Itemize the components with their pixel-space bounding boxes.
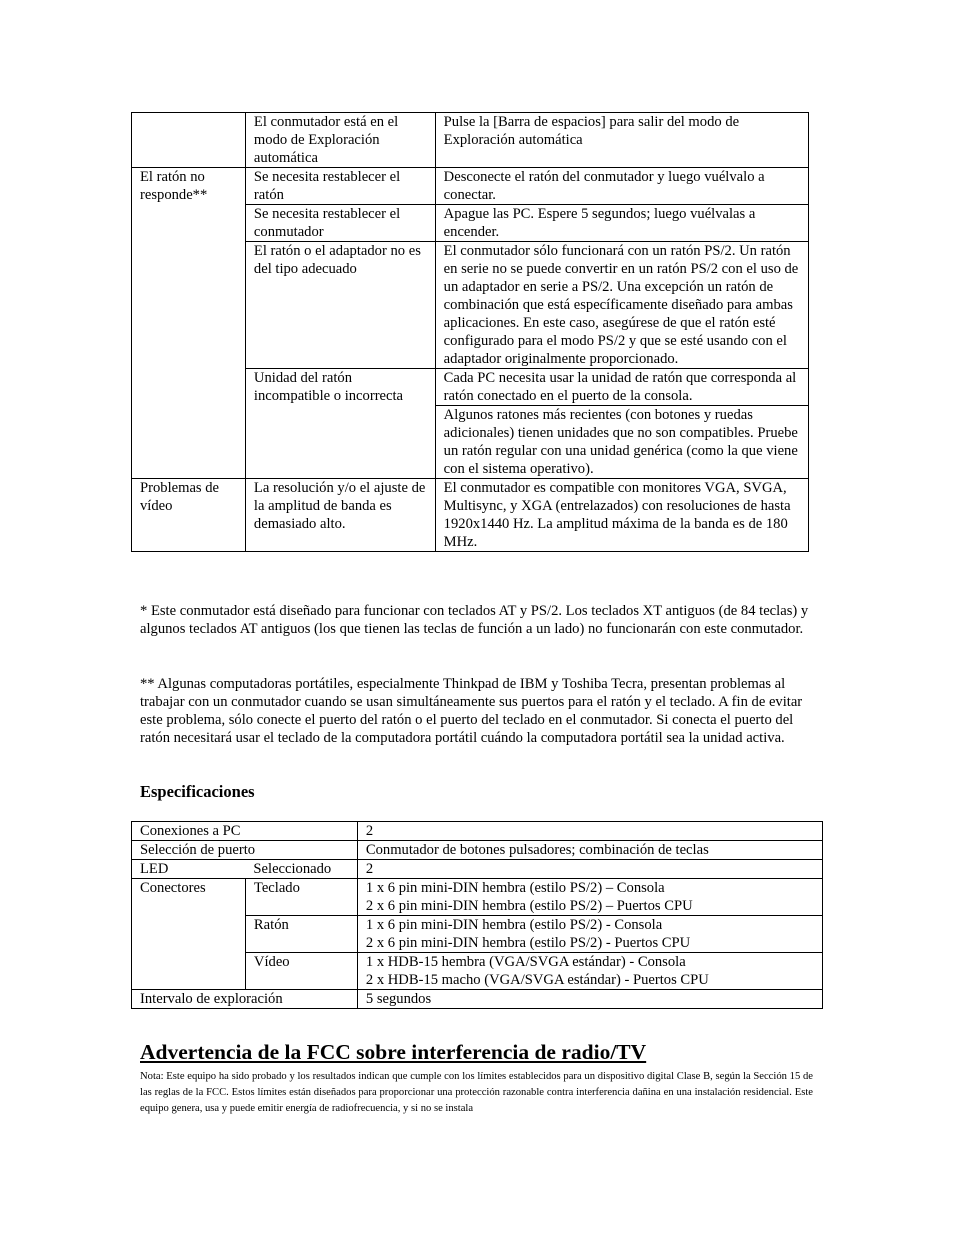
spec-label: Conectores — [132, 879, 246, 990]
table-row — [132, 242, 809, 369]
solution-cell: Cada PC necesita usar la unidad de ratón que corresponda al ratón conectado en el puerto de la consola. — [435, 369, 808, 406]
spec-label: LED — [132, 860, 246, 879]
spec-value: 2 — [357, 822, 822, 841]
cause-cell: Se necesita restablecer el ratón — [245, 168, 435, 205]
problem-cell — [132, 242, 246, 369]
solution-cell: El conmutador es compatible con monitores VGA, SVGA, Multisync, y XGA (entrelazados) con resoluciones de hasta 1920x1440 Hz. La amplitud máxima de la banda es de 180 MHz. — [435, 479, 808, 552]
solution-cell: Algunos ratones más recientes (con botones y ruedas adicionales) tienen unidades que no son compatibles. Pruebe un ratón regular con una unidad genérica (como la que viene con el sistema operativo). — [435, 406, 808, 479]
fcc-warning-title: Advertencia de la FCC sobre interferencia de radio/TV — [140, 1040, 647, 1064]
table-row — [132, 841, 823, 860]
troubleshooting-table — [131, 112, 809, 552]
solution-cell: Desconecte el ratón del conmutador y luego vuélvalo a conectar. — [435, 168, 808, 205]
cause-cell — [245, 406, 435, 479]
spec-value-line: 1 x 6 pin mini-DIN hembra (estilo PS/2) - Consola — [365, 917, 663, 933]
problem-cell: Problemas de vídeo — [132, 479, 246, 552]
spec-value — [357, 879, 822, 916]
spec-value — [357, 916, 822, 953]
problem-cell — [132, 205, 246, 242]
spec-value — [357, 953, 822, 990]
spec-sublabel: Teclado — [245, 879, 357, 916]
table-row — [132, 860, 823, 879]
problem-cell — [132, 369, 246, 406]
spec-value: Conmutador de botones pulsadores; combinación de teclas — [357, 841, 822, 860]
solution-cell: Pulse la [Barra de espacios] para salir del modo de Exploración automática — [435, 113, 808, 168]
table-row — [132, 205, 809, 242]
specifications-heading: Especificaciones — [140, 782, 255, 801]
table-row — [132, 822, 823, 841]
solution-cell: El conmutador sólo funcionará con un ratón PS/2. Un ratón en serie no se puede convertir en un ratón PS/2 con el uso de un adaptador en serie a PS/2. Una excepción un ratón de combinación que está específicamente diseñado para ambas aplicaciones. En este caso, asegúrese de que el ratón esté configurado para el modo PS/2 y que se esté usando con el adaptador originalmente proporcionado. — [435, 242, 808, 369]
cause-cell: El ratón o el adaptador no es del tipo adecuado — [245, 242, 435, 369]
spec-label: Conexiones a PC — [132, 822, 358, 841]
spec-label: Selección de puerto — [132, 841, 358, 860]
cause-cell: El conmutador está en el modo de Exploración automática — [245, 113, 435, 168]
cause-cell: Unidad del ratón incompatible o incorrecta — [245, 369, 435, 406]
spec-sublabel: Vídeo — [245, 953, 357, 990]
spec-label: Intervalo de exploración — [132, 990, 358, 1009]
spec-value: 5 segundos — [357, 990, 822, 1009]
problem-cell: El ratón no responde** — [132, 168, 246, 205]
spec-value: 2 — [357, 860, 822, 879]
table-row — [132, 406, 809, 479]
spec-value-line: 2 x 6 pin mini-DIN hembra (estilo PS/2) – Puertos CPU — [365, 898, 693, 914]
table-row — [132, 113, 809, 168]
footnote-laptops: ** Algunas computadoras portátiles, especialmente Thinkpad de IBM y Toshiba Tecra, presentan problemas al trabajar con un conmutador cuando se usan simultáneamente sus puertos para el ratón y el teclado. A fin de evitar este problema, sólo conecte el puerto del ratón o el puerto del teclado en el conmutador. Si conecta el puerto del ratón necesitará usar el teclado de la computadora portátil cuándo la computadora portátil sea la unidad activa. — [140, 676, 803, 746]
table-row — [132, 479, 809, 552]
spec-sublabel: Ratón — [245, 916, 357, 953]
solution-cell: Apague las PC. Espere 5 segundos; luego vuélvalas a encender. — [435, 205, 808, 242]
spec-value-line: 2 x HDB-15 macho (VGA/SVGA estándar) - Puertos CPU — [365, 972, 709, 988]
problem-cell — [132, 406, 246, 479]
footnote-keyboards: * Este conmutador está diseñado para funcionar con teclados AT y PS/2. Los teclados XT antiguos (de 84 teclas) y algunos teclados AT antiguos (los que tienen las teclas de función a un lado) no funcionarán con este conmutador. — [140, 603, 809, 637]
cause-cell: Se necesita restablecer el conmutador — [245, 205, 435, 242]
spec-value-line: 2 x 6 pin mini-DIN hembra (estilo PS/2) - Puertos CPU — [365, 935, 691, 951]
table-row — [132, 369, 809, 406]
table-row — [132, 879, 823, 916]
problem-cell — [132, 113, 246, 168]
fcc-warning-text: Nota: Este equipo ha sido probado y los resultados indican que cumple con los límites establecidos para un dispositivo digital Clase B, según la Sección 15 de las reglas de la FCC. Estos límites están diseñados para proporcionar una protección razonable contra interferencia dañina en una instalación residencial. Este equipo genera, usa y puede emitir energía de radiofrecuencia, y si no se instala — [140, 1071, 813, 1114]
spec-value-line: 1 x 6 pin mini-DIN hembra (estilo PS/2) – Consola — [365, 880, 665, 896]
table-row — [132, 168, 809, 205]
table-row — [132, 990, 823, 1009]
specifications-table — [131, 821, 823, 1009]
spec-value-line: 1 x HDB-15 hembra (VGA/SVGA estándar) - Consola — [365, 954, 686, 970]
spec-sublabel: Seleccionado — [245, 860, 357, 879]
cause-cell: La resolución y/o el ajuste de la amplitud de banda es demasiado alto. — [245, 479, 435, 552]
